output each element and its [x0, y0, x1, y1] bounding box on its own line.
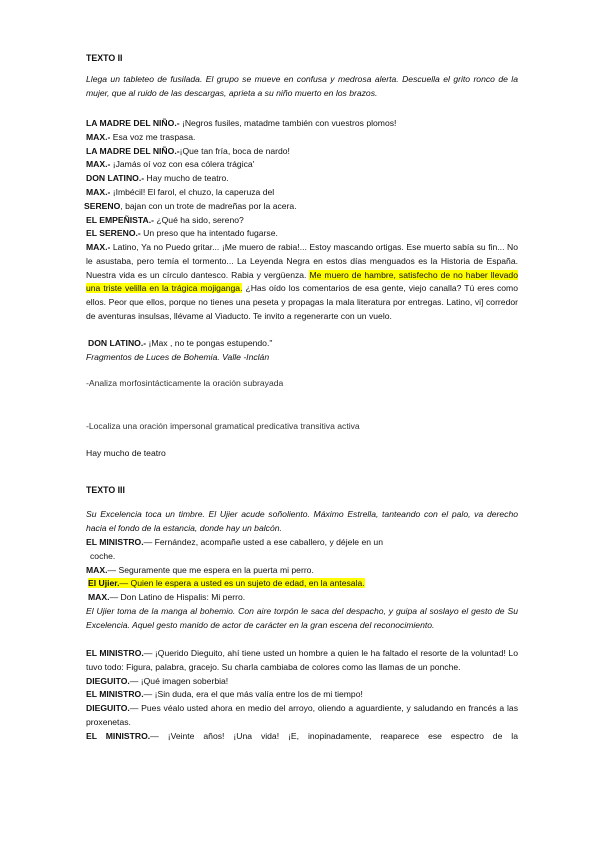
dialogue-line: MAX.- Esa voz me traspasa. [86, 131, 196, 142]
texto3-stage-direction-1: Su Excelencia toca un timbre. El Ujier acude soñoliento. Máximo Estrella, tanteando con el palo, va derecho hacia el fondo de la estancia, donde hay un balcón. [86, 509, 518, 533]
texto2-stage-direction: Llega un tableteo de fusilada. El grupo se mueve en confusa y medrosa alerta. Descuella el grito ronco de la mujer, que al ruido de las descargas, aprieta a su niño muerto en los brazos. [86, 74, 518, 98]
texto2-title: TEXTO II [86, 53, 123, 63]
dialogue-line [88, 577, 518, 591]
dialogue-line: LA MADRE DEL NIÑO.- ¡Negros fusiles, matadme también con vuestros plomos! [86, 118, 397, 128]
dialogue-line: EL MINISTRO.— ¡Veinte años! ¡Una vida! ¡E, inopinadamente, reaparece ese espectro de la [86, 730, 518, 741]
dialogue-line: EL SERENO.- Un preso que ha intentado fugarse. [86, 228, 278, 239]
max-speech: MAX.- Latino, Ya no Puedo gritar... ¡Me muero de rabia!... Estoy mascando ortigas. Ese muerto sabía su fin... No le asustaba, pero temía el tormento... La Leyenda Negra en estos días menguados es la Historia de España. Nuestra vida es un círculo dantesco. Rabia y vergüenza. Me muero de hambre, satisfecho de no haber llevado una triste velilla en la trágica mojiganga. ¿Has oído los comentarios de esa gente, viejo canalla? Tú eres como ellos. Peor que ellos, porque no tienes una peseta y propagas la mala literatura por entregas. Latino, vi] corredor de aventuras insulsas, llévame al Viaducto. Te invito a regenerarte con un vuelo. [86, 242, 518, 321]
texto3-dialogue-2 [86, 647, 518, 744]
highlighted-sentence: Me muero de hambre, satisfecho de no haber llevado una triste velilla en la trágica mojiganga. [86, 269, 518, 294]
texto2-dialogue [86, 117, 518, 241]
answer-text: Hay mucho de teatro [86, 448, 166, 458]
dialogue-line: EL MINISTRO.— ¡Sin duda, era el que más valía entre los de mi tiempo! [86, 689, 363, 700]
dialogue-line: LA MADRE DEL NIÑO.-¡Que tan fría, boca de nardo! [86, 145, 290, 156]
dialogue-line: MAX.— Don Latino de Hispalis: Mi perro. [88, 592, 246, 603]
source-citation: Fragmentos de Luces de Bohemia. Valle -Inclán [86, 352, 270, 362]
dialogue-line: SERENO, bajan con un trote de madreñas por la acera. [84, 200, 297, 211]
dialogue-line: MAX.— Seguramente que me espera en la puerta mi perro. [86, 564, 314, 575]
dialogue-line: DIEGUITO.— Pues véalo usted ahora en medio del arroyo, oliendo a aguardiente, y saludando en francés a las proxenetas. [86, 703, 518, 727]
texto3-title: TEXTO III [86, 485, 125, 495]
dialogue-line: EL EMPEÑISTA.- ¿Qué ha sido, sereno? [86, 214, 244, 225]
dialogue-line: MAX.- ¡Imbécil! El farol, el chuzo, la caperuza del [86, 186, 275, 197]
texto3-dialogue-1 [86, 536, 518, 605]
highlighted-line: El Ujier.— Quien le espera a usted es un sujeto de edad, en la antesala. [88, 578, 365, 589]
don-latino-line: DON LATINO.- ¡Max , no te pongas estupendo." [88, 338, 273, 348]
dialogue-line-continued: coche. [90, 550, 116, 561]
texto3-stage-direction-2: El Ujier toma de la manga al bohemio. Con aire torpón le saca del despacho, y guipa al soslayo el gesto de Su Excelencia. Aquel gesto manido de actor de carácter en la gran escena del reconocimiento. [86, 606, 518, 630]
question-1: -Analiza morfosintácticamente la oración subrayada [86, 378, 284, 388]
dialogue-line: DIEGUITO.— ¡Qué imagen soberbia! [86, 675, 229, 686]
dialogue-line: EL MINISTRO.— Fernández, acompañe usted a ese caballero, y déjele en un [86, 537, 383, 547]
dialogue-line: EL MINISTRO.— ¡Querido Dieguito, ahí tiene usted un hombre a quien le ha faltado el resorte de la voluntad! Lo tuvo todo: Figura, palabra, gracejo. Su charla cambiaba de colores como las llamas de un ponche. [86, 648, 518, 672]
dialogue-line: DON LATINO.- Hay mucho de teatro. [86, 173, 229, 184]
dialogue-line: MAX.- ¡Jamás oí voz con esa cólera trágica' [86, 159, 255, 170]
question-2: -Localiza una oración impersonal gramatical predicativa transitiva activa [86, 421, 360, 431]
